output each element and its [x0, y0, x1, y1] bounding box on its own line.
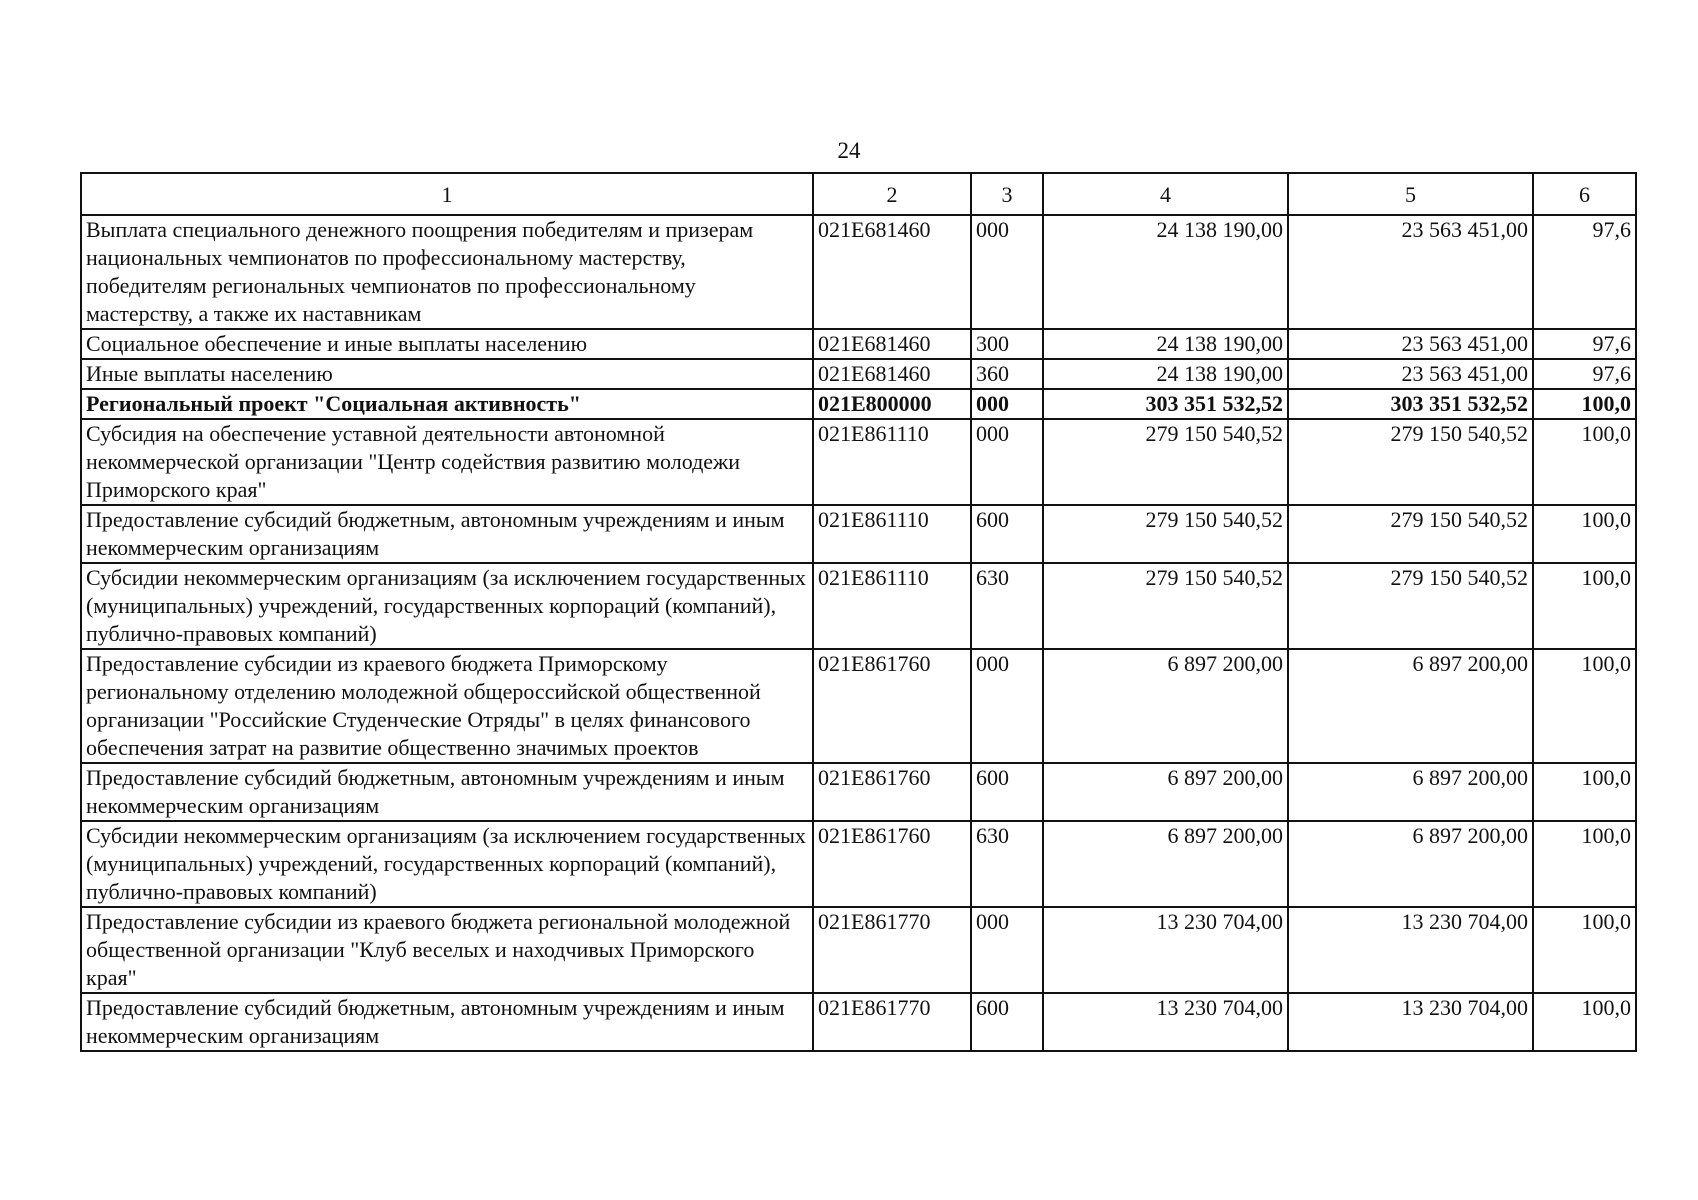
row-expense-type: 600	[971, 505, 1043, 563]
row-percent: 100,0	[1533, 907, 1636, 993]
row-target-code: 021E800000	[813, 389, 971, 419]
row-plan-amount: 6 897 200,00	[1043, 649, 1288, 763]
row-name: Иные выплаты населению	[81, 359, 813, 389]
table-row	[81, 215, 1636, 329]
row-target-code: 021E861770	[813, 993, 971, 1051]
row-actual-amount: 23 563 451,00	[1288, 359, 1533, 389]
header-row	[81, 173, 1636, 215]
table-row	[81, 505, 1636, 563]
row-target-code: 021E861110	[813, 563, 971, 649]
table-row	[81, 993, 1636, 1051]
row-expense-type: 300	[971, 329, 1043, 359]
row-percent: 100,0	[1533, 389, 1636, 419]
row-percent: 100,0	[1533, 993, 1636, 1051]
row-expense-type: 630	[971, 821, 1043, 907]
row-target-code: 021E861760	[813, 649, 971, 763]
row-actual-amount: 13 230 704,00	[1288, 993, 1533, 1051]
row-name: Субсидии некоммерческим организациям (за исключением государственных (муниципальных) учреждений, государственных корпораций (компаний), публично-правовых компаний)	[81, 821, 813, 907]
row-name: Предоставление субсидии из краевого бюджета региональной молодежной общественной организации "Клуб веселых и находчивых Приморского края"	[81, 907, 813, 993]
row-target-code: 021E681460	[813, 215, 971, 329]
budget-execution-table	[80, 172, 1637, 1052]
row-expense-type: 000	[971, 419, 1043, 505]
row-name: Предоставление субсидии из краевого бюджета Приморскому региональному отделению молодежной общероссийской общественной организации "Российские Студенческие Отряды" в целях финансового обеспечения затрат на развитие общественно значимых проектов	[81, 649, 813, 763]
row-plan-amount: 13 230 704,00	[1043, 993, 1288, 1051]
row-plan-amount: 13 230 704,00	[1043, 907, 1288, 993]
row-name: Социальное обеспечение и иные выплаты населению	[81, 329, 813, 359]
table-row	[81, 419, 1636, 505]
row-name: Предоставление субсидий бюджетным, автономным учреждениям и иным некоммерческим организациям	[81, 505, 813, 563]
header-col-2: 2	[813, 173, 971, 215]
row-expense-type: 000	[971, 649, 1043, 763]
row-expense-type: 000	[971, 907, 1043, 993]
row-plan-amount: 279 150 540,52	[1043, 563, 1288, 649]
header-col-6: 6	[1533, 173, 1636, 215]
table-row	[81, 907, 1636, 993]
row-expense-type: 600	[971, 763, 1043, 821]
table-row	[81, 359, 1636, 389]
row-name: Региональный проект "Социальная активность"	[81, 389, 813, 419]
row-plan-amount: 279 150 540,52	[1043, 419, 1288, 505]
table-body	[81, 215, 1636, 1051]
row-plan-amount: 279 150 540,52	[1043, 505, 1288, 563]
row-actual-amount: 6 897 200,00	[1288, 763, 1533, 821]
header-col-4: 4	[1043, 173, 1288, 215]
table-row	[81, 821, 1636, 907]
table-row	[81, 563, 1636, 649]
row-name: Субсидии некоммерческим организациям (за исключением государственных (муниципальных) учреждений, государственных корпораций (компаний), публично-правовых компаний)	[81, 563, 813, 649]
header-col-3: 3	[971, 173, 1043, 215]
row-percent: 100,0	[1533, 821, 1636, 907]
row-plan-amount: 24 138 190,00	[1043, 329, 1288, 359]
row-target-code: 021E861110	[813, 419, 971, 505]
row-name: Предоставление субсидий бюджетным, автономным учреждениям и иным некоммерческим организациям	[81, 763, 813, 821]
row-expense-type: 000	[971, 389, 1043, 419]
row-target-code: 021E681460	[813, 329, 971, 359]
row-percent: 100,0	[1533, 649, 1636, 763]
row-plan-amount: 24 138 190,00	[1043, 359, 1288, 389]
row-plan-amount: 303 351 532,52	[1043, 389, 1288, 419]
row-name: Выплата специального денежного поощрения победителям и призерам национальных чемпионатов по профессиональному мастерству, победителям региональных чемпионатов по профессиональному мастерству, а также их наставникам	[81, 215, 813, 329]
row-actual-amount: 6 897 200,00	[1288, 821, 1533, 907]
row-percent: 100,0	[1533, 419, 1636, 505]
row-percent: 97,6	[1533, 359, 1636, 389]
row-actual-amount: 13 230 704,00	[1288, 907, 1533, 993]
row-percent: 100,0	[1533, 505, 1636, 563]
table-row	[81, 329, 1636, 359]
row-target-code: 021E861110	[813, 505, 971, 563]
table-row	[81, 649, 1636, 763]
page-number: 24	[837, 138, 861, 163]
row-percent: 97,6	[1533, 215, 1636, 329]
header-col-5: 5	[1288, 173, 1533, 215]
row-target-code: 021E861760	[813, 763, 971, 821]
row-actual-amount: 23 563 451,00	[1288, 215, 1533, 329]
row-plan-amount: 6 897 200,00	[1043, 821, 1288, 907]
row-expense-type: 600	[971, 993, 1043, 1051]
row-expense-type: 360	[971, 359, 1043, 389]
row-actual-amount: 279 150 540,52	[1288, 419, 1533, 505]
row-target-code: 021E861760	[813, 821, 971, 907]
row-percent: 97,6	[1533, 329, 1636, 359]
table-header	[81, 173, 1636, 215]
table-row	[81, 763, 1636, 821]
row-actual-amount: 23 563 451,00	[1288, 329, 1533, 359]
row-actual-amount: 279 150 540,52	[1288, 505, 1533, 563]
row-name: Предоставление субсидий бюджетным, автономным учреждениям и иным некоммерческим организациям	[81, 993, 813, 1051]
row-percent: 100,0	[1533, 563, 1636, 649]
row-actual-amount: 303 351 532,52	[1288, 389, 1533, 419]
table-row-project-total	[81, 389, 1636, 419]
header-col-1: 1	[81, 173, 813, 215]
row-target-code: 021E861770	[813, 907, 971, 993]
row-target-code: 021E681460	[813, 359, 971, 389]
row-name: Субсидия на обеспечение уставной деятельности автономной некоммерческой организации "Центр содействия развитию молодежи Приморского края"	[81, 419, 813, 505]
row-plan-amount: 24 138 190,00	[1043, 215, 1288, 329]
row-plan-amount: 6 897 200,00	[1043, 763, 1288, 821]
row-expense-type: 630	[971, 563, 1043, 649]
row-percent: 100,0	[1533, 763, 1636, 821]
row-expense-type: 000	[971, 215, 1043, 329]
row-actual-amount: 279 150 540,52	[1288, 563, 1533, 649]
row-actual-amount: 6 897 200,00	[1288, 649, 1533, 763]
